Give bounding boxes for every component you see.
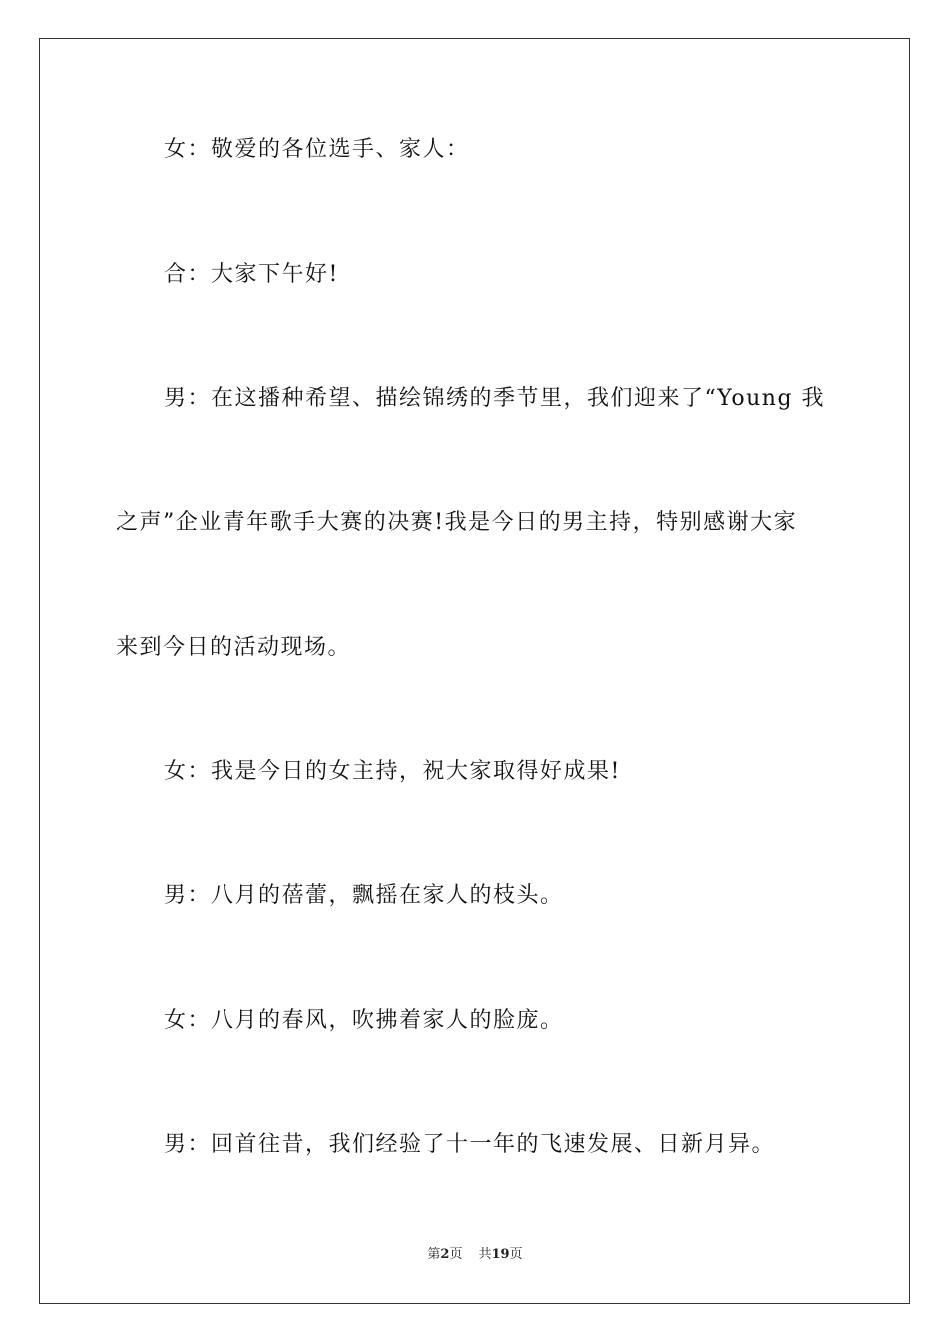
paragraph-line: 男：八月的蓓蕾，飘摇在家人的枝头。 xyxy=(164,883,564,908)
paragraph-line: 男：回首往昔，我们经验了十一年的飞速发展、日新月异。 xyxy=(164,1132,776,1157)
paragraph-line: 来到今日的活动现场。 xyxy=(116,635,352,660)
total-label-suffix: 页 xyxy=(509,1247,523,1262)
total-label-prefix: 共 xyxy=(478,1247,492,1262)
paragraph-line: 女：我是今日的女主持，祝大家取得好成果! xyxy=(164,759,621,784)
page-footer xyxy=(0,1246,950,1264)
paragraph-line: 之声”企业青年歌手大赛的决赛!我是今日的男主持，特别感谢大家 xyxy=(116,510,798,535)
total-pages: 19 xyxy=(491,1247,510,1262)
paragraph-line: 女：八月的春风，吹拂着家人的脸庞。 xyxy=(164,1008,564,1033)
paragraph-line: 男：在这播种希望、描绘锦绣的季节里，我们迎来了“Young 我 xyxy=(164,386,826,411)
page-number: 2 xyxy=(440,1247,450,1262)
paragraph-line: 合：大家下午好! xyxy=(164,262,339,287)
paragraph-line: 女：敬爱的各位选手、家人： xyxy=(164,137,470,162)
page-label-prefix: 第 xyxy=(427,1247,441,1262)
page-label-suffix: 页 xyxy=(449,1247,463,1262)
page-border xyxy=(39,38,910,1304)
